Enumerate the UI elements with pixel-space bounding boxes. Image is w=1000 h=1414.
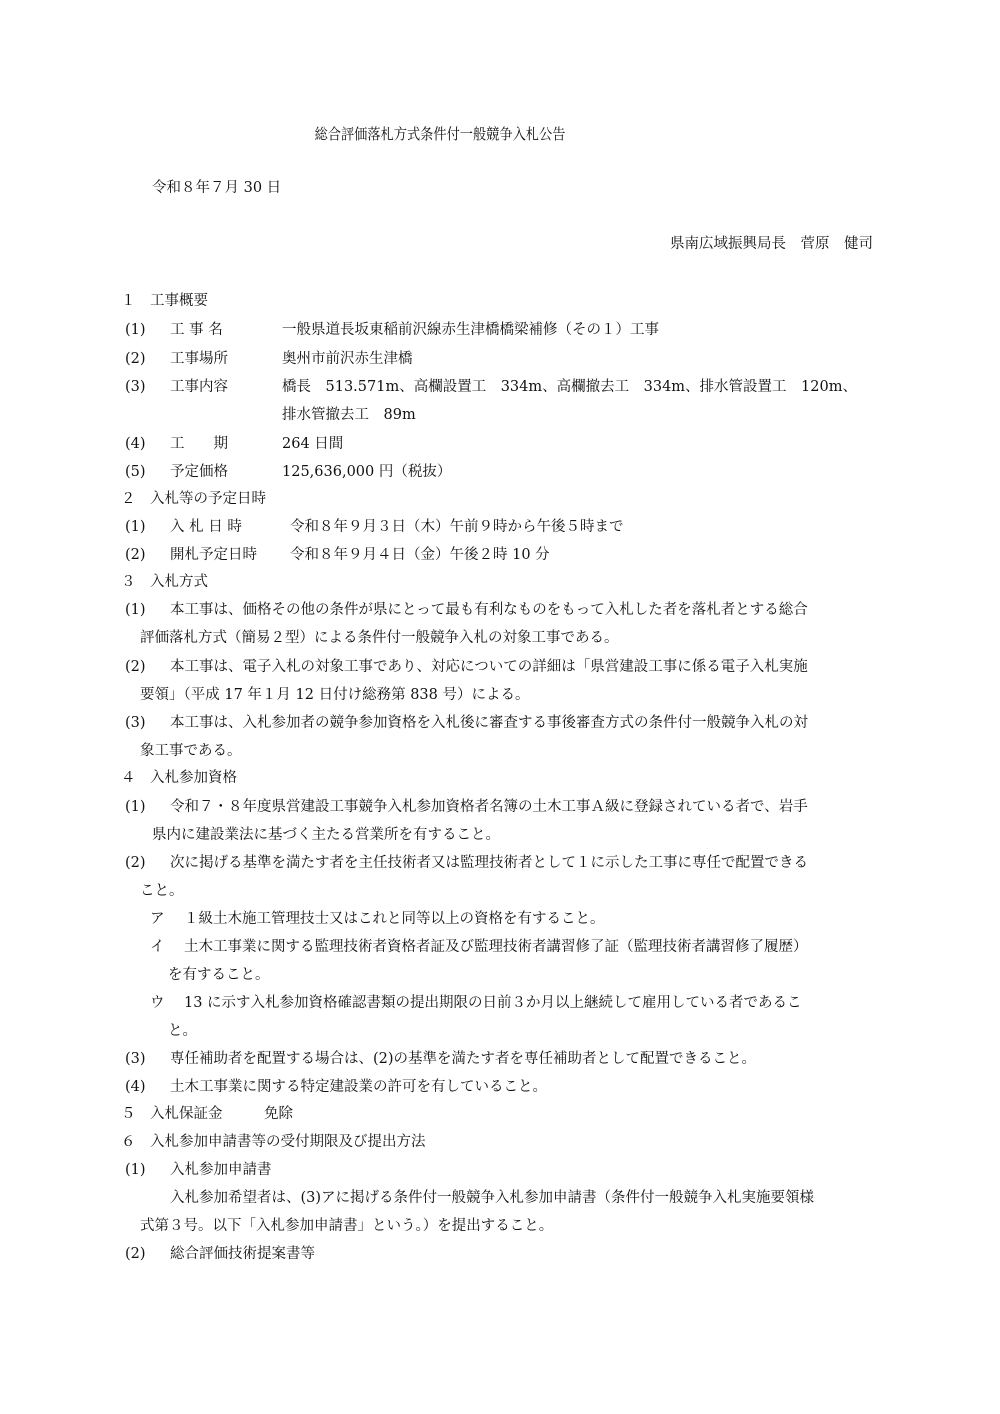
item-label: 工事場所 bbox=[170, 351, 228, 367]
item-label: 入 札 日 時 bbox=[170, 519, 242, 535]
item-text: 土木工事業に関する特定建設業の許可を有していること。 bbox=[170, 1079, 547, 1095]
item-text-continued: 県内に建設業法に基づく主たる営業所を有すること。 bbox=[152, 827, 500, 843]
item-number: (2) bbox=[125, 1246, 146, 1262]
section-2-heading: ２ 入札等の予定日時 bbox=[121, 491, 266, 507]
item-number: (1) bbox=[125, 322, 146, 338]
sub-item-text: 土木工事業に関する監理技術者資格者証及び監理技術者講習修了証（監理技術者講習修了履歴） bbox=[184, 939, 808, 955]
section-4-heading: ４ 入札参加資格 bbox=[121, 770, 237, 786]
item-value-continued: 排水管撤去工 89m bbox=[282, 407, 416, 423]
item-number: (2) bbox=[125, 547, 146, 563]
issuer: 県南広域振興局長 菅原 健司 bbox=[670, 236, 873, 252]
sub-item-text-continued: と。 bbox=[168, 1023, 197, 1039]
item-text: 入札参加希望者は、(3)アに掲げる条件付一般競争入札参加申請書（条件付一般競争入札実施要領様 bbox=[170, 1190, 815, 1206]
section-3-heading: ３ 入札方式 bbox=[121, 574, 208, 590]
item-value: 奥州市前沢赤生津橋 bbox=[282, 351, 413, 367]
item-value: 令和８年９月３日（木）午前９時から午後５時まで bbox=[290, 519, 624, 535]
sub-item-text: 13 に示す入札参加資格確認書類の提出期限の日前３か月以上継続して雇用している者であるこ bbox=[184, 995, 802, 1011]
item-text: 本工事は、入札参加者の競争参加資格を入札後に審査する事後審査方式の条件付一般競争入札の対 bbox=[170, 715, 808, 731]
section-5-heading: ５ 入札保証金 bbox=[121, 1106, 223, 1122]
item-number: (2) bbox=[125, 659, 146, 675]
sub-item-text-continued: を有すること。 bbox=[168, 967, 270, 983]
item-value: 一般県道長坂東稲前沢線赤生津橋橋梁補修（その１）工事 bbox=[282, 322, 659, 338]
item-number: (2) bbox=[125, 351, 146, 367]
item-number: (3) bbox=[125, 1051, 146, 1067]
item-text-continued: 評価落札方式（簡易２型）による条件付一般競争入札の対象工事である。 bbox=[140, 630, 619, 646]
item-label: 入札参加申請書 bbox=[170, 1162, 272, 1178]
item-text-continued: 象工事である。 bbox=[140, 743, 242, 759]
item-text: 専任補助者を配置する場合は、(2)の基準を満たす者を専任補助者として配置できること。 bbox=[170, 1051, 757, 1067]
item-text: 本工事は、価格その他の条件が県にとって最も有利なものをもって入札した者を落札者とする総合 bbox=[170, 602, 808, 618]
page-title: 総合評価落札方式条件付一般競争入札公告 bbox=[314, 125, 566, 143]
item-value: 橋長 513.571m、高欄設置工 334m、高欄撤去工 334m、排水管設置工 120m、 bbox=[282, 379, 857, 395]
sub-item-mark: ウ bbox=[150, 995, 165, 1011]
item-label: 工 期 bbox=[170, 436, 228, 452]
item-value: 令和８年９月４日（金）午後２時 10 分 bbox=[290, 547, 550, 563]
item-text: 本工事は、電子入札の対象工事であり、対応についての詳細は「県営建設工事に係る電子入札実施 bbox=[170, 659, 808, 675]
item-label: 工事内容 bbox=[170, 379, 228, 395]
item-label: 総合評価技術提案書等 bbox=[170, 1246, 315, 1262]
item-number: (3) bbox=[125, 379, 146, 395]
sub-item-text: １級土木施工管理技士又はこれと同等以上の資格を有すること。 bbox=[184, 911, 605, 927]
item-value: 125,636,000 円（税抜） bbox=[282, 464, 452, 480]
item-value: 264 日間 bbox=[282, 436, 344, 452]
item-label: 予定価格 bbox=[170, 464, 228, 480]
item-text: 次に掲げる基準を満たす者を主任技術者又は監理技術者として１に示した工事に専任で配置できる bbox=[170, 855, 808, 871]
sub-item-mark: ア bbox=[150, 911, 165, 927]
section-5-value: 免除 bbox=[264, 1106, 293, 1122]
item-number: (1) bbox=[125, 799, 146, 815]
notice-date: 令和８年７月 30 日 bbox=[152, 180, 282, 196]
section-1-heading: １ 工事概要 bbox=[121, 293, 208, 309]
item-number: (4) bbox=[125, 1079, 146, 1095]
item-text-continued: こと。 bbox=[140, 883, 184, 899]
item-number: (1) bbox=[125, 602, 146, 618]
item-number: (3) bbox=[125, 715, 146, 731]
item-number: (1) bbox=[125, 1162, 146, 1178]
item-number: (2) bbox=[125, 855, 146, 871]
item-number: (1) bbox=[125, 519, 146, 535]
item-text-continued: 式第３号。以下「入札参加申請書」という。）を提出すること。 bbox=[140, 1218, 554, 1234]
section-6-heading: ６ 入札参加申請書等の受付期限及び提出方法 bbox=[121, 1134, 426, 1150]
sub-item-mark: イ bbox=[150, 939, 165, 955]
item-number: (5) bbox=[125, 464, 146, 480]
item-text-continued: 要領」（平成 17 年１月 12 日付け総務第 838 号）による。 bbox=[140, 687, 530, 703]
item-number: (4) bbox=[125, 436, 146, 452]
item-label: 開札予定日時 bbox=[170, 547, 257, 563]
item-label: 工 事 名 bbox=[170, 322, 223, 338]
item-text: 令和７・８年度県営建設工事競争入札参加資格者名簿の土木工事Ａ級に登録されている者で、岩手 bbox=[170, 799, 808, 815]
